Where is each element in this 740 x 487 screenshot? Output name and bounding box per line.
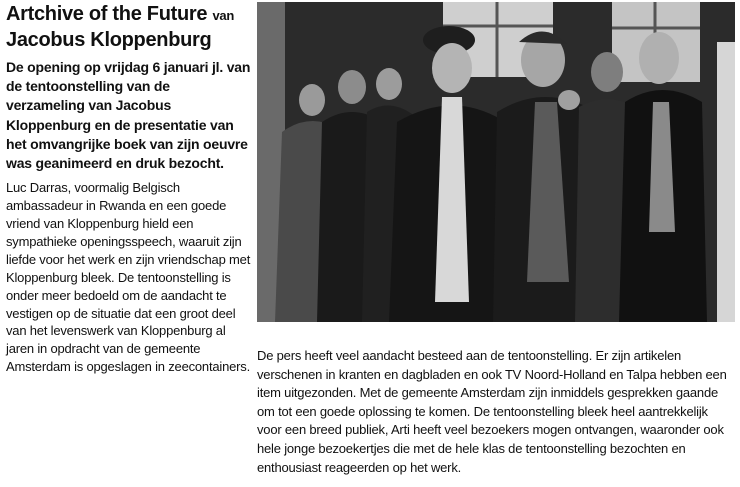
article-lead: De opening op vrijdag 6 januari jl. van de tentoonstelling van de verzameling van Jacobus Kloppenburg en de presentatie van het omvangrijke boek van zijn oeuvre was geanimeerd en druk bezocht. — [6, 59, 251, 172]
article-column — [6, 2, 252, 376]
title-main: Artchive of the Future — [6, 3, 208, 25]
exhibition-photo — [257, 2, 735, 322]
crowd-illustration — [257, 2, 735, 322]
title-line2: Jacobus Kloppenburg — [6, 29, 212, 51]
article-body: Luc Darras, voormalig Belgisch ambassadeur in Rwanda en een goede vriend van Kloppenburg hield een sympathieke openingsspeech, waaruit zijn liefde voor het werk en zijn vriendschap met Kloppenburg bleek. De tentoonstelling is onder meer bedoeld om de aandacht te vestigen op de situatie dat een groot deel van het levenswerk van Kloppenburg al jaren in opdracht van de gemeente Amsterdam is opgeslagen in zeecontainers. — [6, 180, 251, 375]
article-title — [6, 2, 252, 52]
photo-caption: De pers heeft veel aandacht besteed aan de tentoonstelling. Er zijn artikelen verschenen in kranten en dagbladen en ook TV Noord-Holland en Talpa hebben een item uitgezonden. Met de gemeente Amsterdam zijn inmiddels gesprekken gaande om tot een goede oplossing te komen. De tentoonstelling bleek heel aantrekkelijk voor een breed publiek, Arti heeft veel bezoekers mogen ontvangen, waaronder ook hele jonge bezoekertjes die met de hele klas de tentoonstelling bezochten en enthousiast reageerden op het werk. — [257, 348, 727, 475]
title-van: van — [212, 8, 234, 23]
